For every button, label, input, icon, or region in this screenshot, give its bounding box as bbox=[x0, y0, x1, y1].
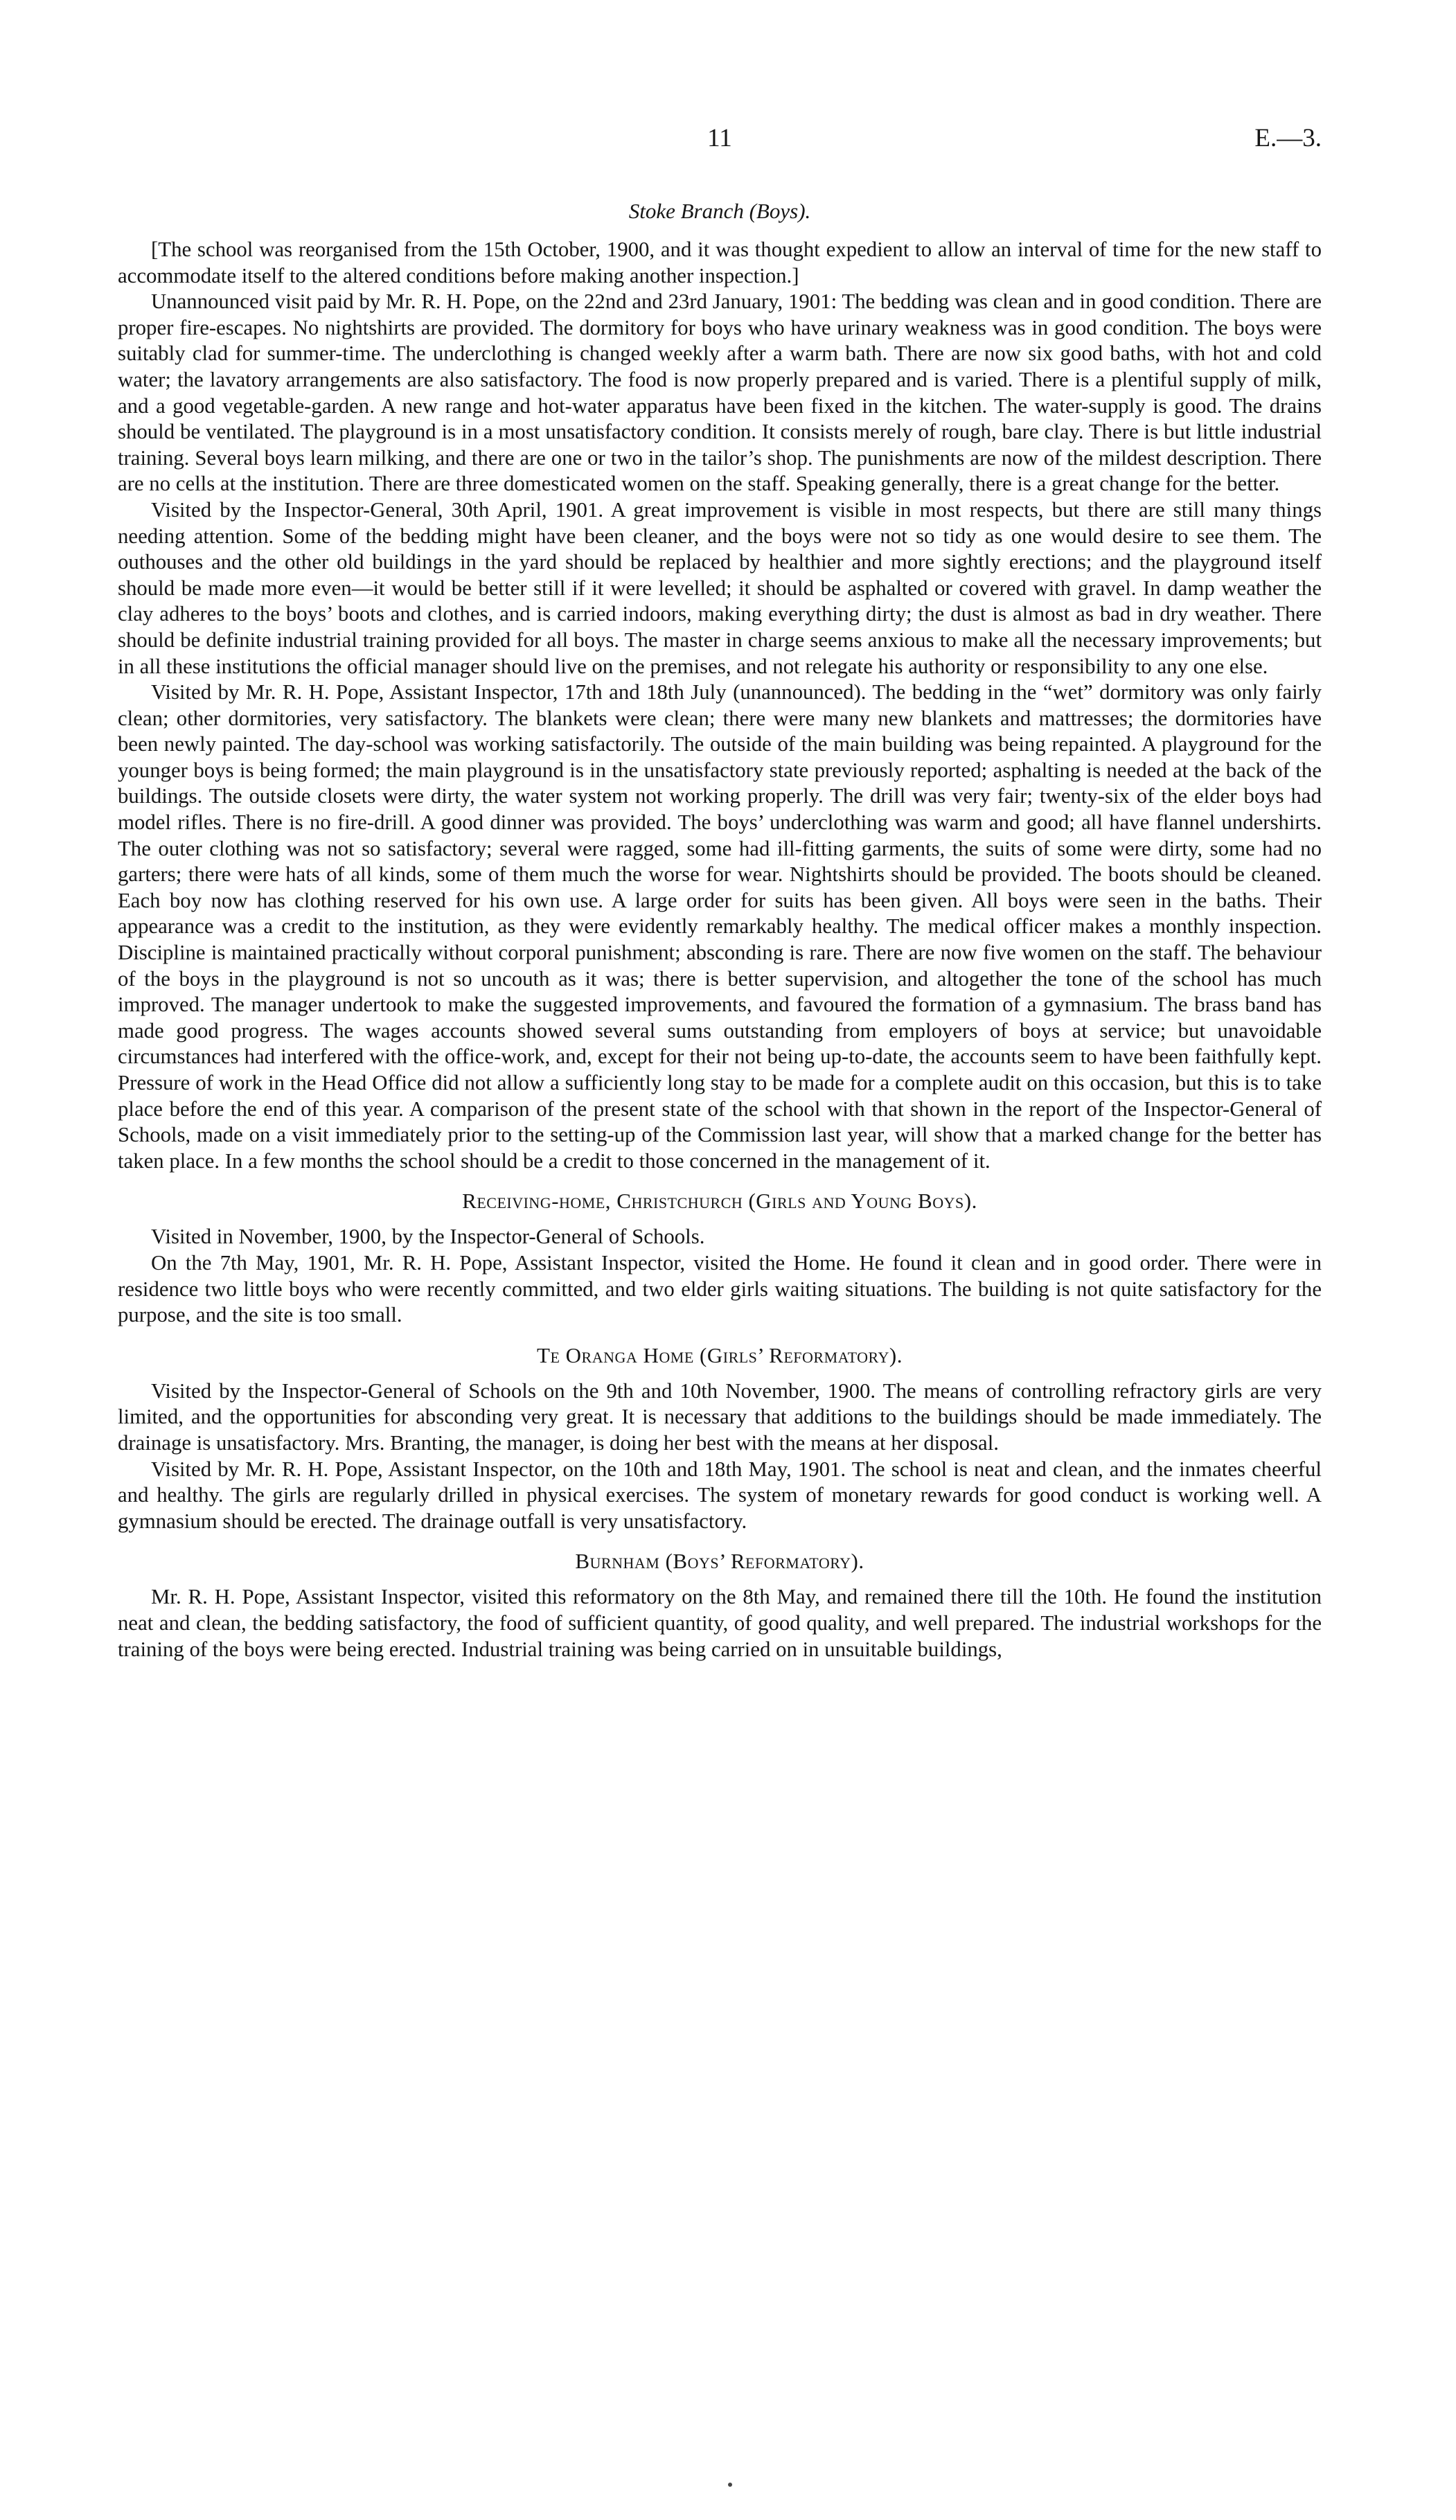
page-number: 11 bbox=[707, 124, 732, 152]
paragraph: Unannounced visit paid by Mr. R. H. Pope, on the 22nd and 23rd January, 1901: The bedding was clean and in good condition. There are proper fire-escapes. No nightshirts are provided. The dormitory for boys who have urinary weakness was in good condition. The boys were suitably clad for summer-time. The underclothing is changed weekly after a warm bath. There are now six good baths, with hot and cold water; the lavatory arrangements are also satisfactory. The food is now properly prepared and is varied. There is a plentiful supply of milk, and a good vegetable-garden. A new range and hot-water apparatus have been fixed in the kitchen. The water-supply is good. The drains should be ventilated. The playground is in a most unsatisfactory condition. It consists merely of rough, bare clay. There is but little industrial training. Several boys learn milking, and there are one or two in the tailor’s shop. The punishments are now of the mildest description. There are no cells at the institution. There are three domesticated women on the staff. Speaking generally, there is a great change for the better. bbox=[118, 290, 1322, 496]
scan-speck bbox=[728, 2483, 732, 2487]
paragraph: On the 7th May, 1901, Mr. R. H. Pope, Assistant Inspector, visited the Home. He found it clean and in good order. There were in residence two little boys who were recently committed, and two elder girls waiting situations. The building is not quite satisfactory for the purpose, and the site is too small. bbox=[118, 1250, 1322, 1327]
paragraph: [The school was reorganised from the 15th October, 1900, and it was thought expedient to allow an interval of time for the new staff to accommodate itself to the altered conditions before making another inspection.] bbox=[118, 238, 1322, 287]
paragraph: Mr. R. H. Pope, Assistant Inspector, visited this reformatory on the 8th May, and remained there till the 10th. He found the institution neat and clean, the bedding satisfactory, the food of sufficient quantity, of good quality, and well prepared. The industrial workshops for the training of the boys were being erected. Industrial training was being carried on in unsuitable buildings, bbox=[118, 1585, 1322, 1661]
section-title-te-oranga: Te Oranga Home (Girls’ Reformatory). bbox=[537, 1342, 903, 1367]
section-title-christchurch: Receiving-home, Christchurch (Girls and Young Boys). bbox=[462, 1189, 977, 1214]
page-body bbox=[118, 198, 1322, 1662]
paragraph: Visited by the Inspector-General, 30th April, 1901. A great improvement is visible in most respects, but there are still many things needing attention. Some of the bedding might have been cleaner, and the boys were not so tidy as one would desire to see them. The outhouses and the other old buildings in the yard should be replaced by healthier and more sightly erections; and the playground itself should be made more even—it would be better still if it were levelled; it should be asphalted or covered with gravel. In damp weather the clay adheres to the boys’ boots and clothes, and is carried indoors, making everything dirty; the dust is almost as bad in dry weather. There should be definite industrial training provided for all boys. The master in charge seems anxious to make all the necessary improvements; but in all these institutions the official manager should live on the premises, and not relegate his authority or responsibility to any one else. bbox=[118, 497, 1322, 678]
paragraph: Visited by Mr. R. H. Pope, Assistant Inspector, on the 10th and 18th May, 1901. The school is neat and clean, and the inmates cheerful and healthy. The girls are regularly drilled in physical exercises. The system of monetary rewards for good conduct is working well. A gymnasium should be erected. The drainage outfall is very unsatisfactory. bbox=[118, 1457, 1322, 1533]
section-title-burnham: Burnham (Boys’ Reformatory). bbox=[575, 1549, 864, 1574]
paragraph: Visited in November, 1900, by the Inspector-General of Schools. bbox=[151, 1225, 705, 1249]
paragraph: Visited by the Inspector-General of Schools on the 9th and 10th November, 1900. The means of controlling refractory girls are very limited, and the opportunities for absconding very great. It is necessary that additions to the buildings should be made immediately. The drainage is unsatisfactory. Mrs. Branting, the manager, is doing her best with the means at her disposal. bbox=[118, 1378, 1322, 1455]
section-title-stoke: Stoke Branch (Boys). bbox=[628, 199, 811, 223]
document-reference: E.—3. bbox=[1254, 124, 1322, 152]
paragraph: Visited by Mr. R. H. Pope, Assistant Inspector, 17th and 18th July (unannounced). The bedding in the “wet” dormitory was only fairly clean; other dormitories, very satisfactory. The blankets were clean; there were many new blankets and mattresses; the dormitories have been newly painted. The day-school was working satisfactorily. The outside of the main building was being repainted. A playground for the younger boys is being formed; the main playground is in the unsatisfactory state previously reported; asphalting is needed at the back of the buildings. The outside closets were dirty, the water system not working properly. The drill was very fair; twenty-six of the elder boys had model rifles. There is no fire-drill. A good dinner was provided. The boys’ underclothing was warm and good; all have flannel undershirts. The outer clothing was not so satisfactory; several were ragged, some had ill-fitting garments, the suits of some were dirty, some had no garters; there were hats of all kinds, some of them much the worse for wear. Nightshirts should be provided. The boots should be cleaned. Each boy now has clothing reserved for his own use. A large order for suits has been given. All boys were seen in the baths. Their appearance was a credit to the institution, as they were evidently remarkably healthy. The medical officer makes a monthly inspection. Discipline is maintained practically without corporal punishment; absconding is rare. There are now five women on the staff. The behaviour of the boys in the playground is not so uncouth as it was; there is better supervision, and altogether the tone of the school has much improved. The manager undertook to make the suggested improvements, and favoured the formation of a gymnasium. The brass band has made good progress. The wages accounts showed several sums outstanding from employers of boys at service; but unavoidable circumstances had interfered with the office-work, and, except for their not being up-to-date, the accounts seem to have been faithfully kept. Pressure of work in the Head Office did not allow a sufficiently long stay to be made for a complete audit on this occasion, but this is to take place before the end of this year. A comparison of the present state of the school with that shown in the report of the Inspector-General of Schools, made on a visit immediately prior to the setting-up of the Commission last year, will show that a marked change for the better has taken place. In a few months the school should be a credit to those concerned in the management of it. bbox=[118, 680, 1322, 1173]
page-header bbox=[118, 123, 1322, 165]
